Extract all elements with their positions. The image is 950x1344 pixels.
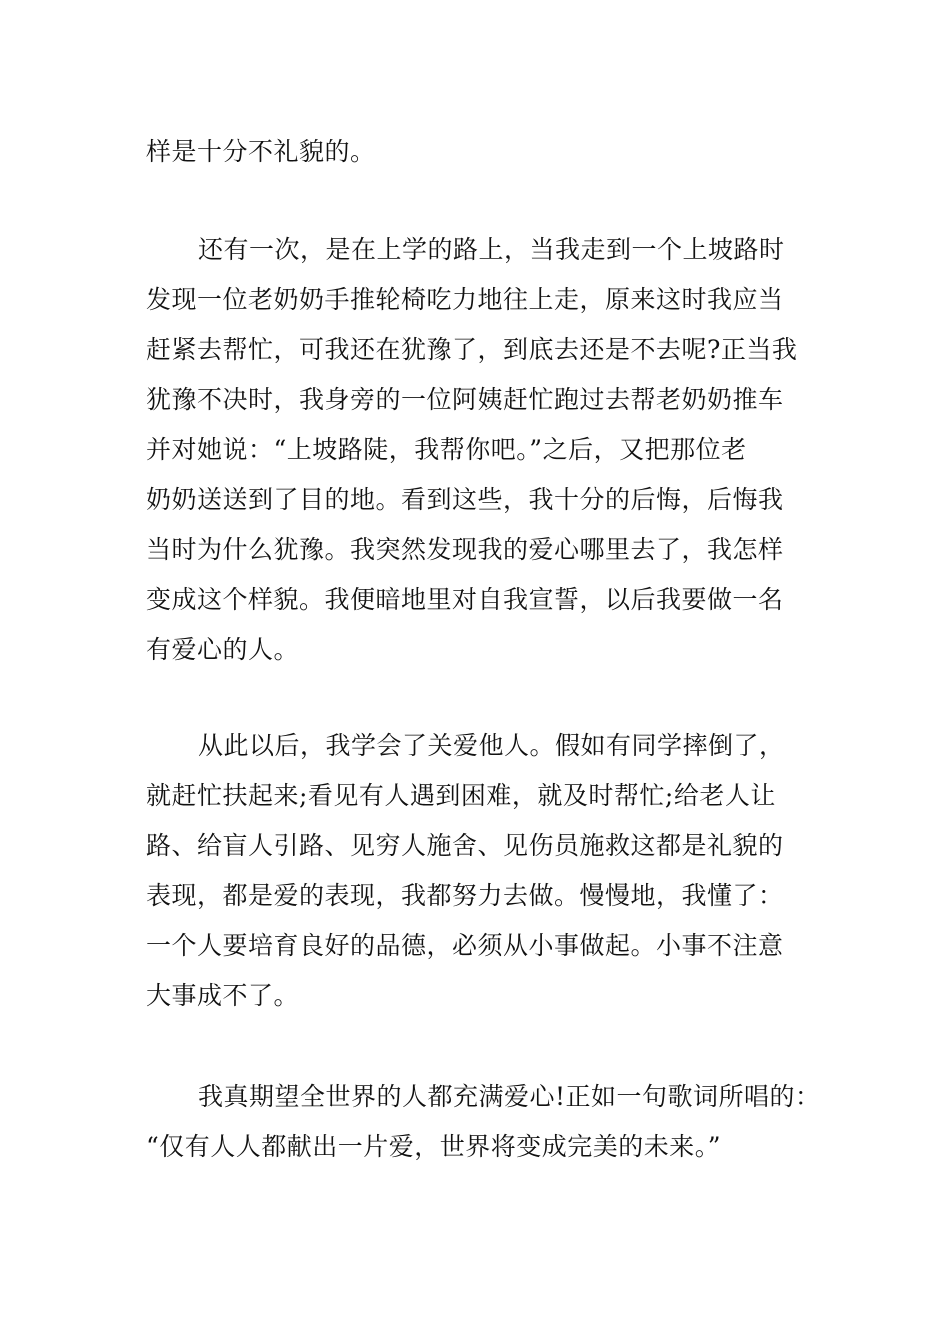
text-line: 赶紧去帮忙，可我还在犹豫了，到底去还是不去呢?正当我: [146, 335, 798, 364]
text-line: 发现一位老奶奶手推轮椅吃力地往上走，原来这时我应当: [146, 285, 784, 314]
text-line: 就赶忙扶起来;看见有人遇到困难，就及时帮忙;给老人让: [146, 781, 776, 810]
text-line: 表现，都是爱的表现，我都努力去做。慢慢地，我懂了：: [146, 881, 784, 910]
text-line: 当时为什么犹豫。我突然发现我的爱心哪里去了，我怎样: [146, 535, 784, 564]
text-line: 并对她说：“上坡路陡，我帮你吧。”之后，又把那位老: [146, 435, 747, 464]
text-line: 大事成不了。: [146, 981, 300, 1010]
text-line: 还有一次，是在上学的路上，当我走到一个上坡路时: [198, 235, 785, 264]
paragraph-continuation: [146, 127, 816, 177]
text-line: 我真期望全世界的人都充满爱心!正如一句歌词所唱的：: [198, 1082, 821, 1111]
text-line: 样是十分不礼貌的。: [146, 137, 376, 166]
text-line: 变成这个样貌。我便暗地里对自我宣誓，以后我要做一名: [146, 585, 784, 614]
paragraph-caring-for-others: [146, 721, 816, 1021]
text-line: 奶奶送送到了目的地。看到这些，我十分的后悔，后悔我: [146, 485, 784, 514]
text-line: “仅有人人都献出一片爱，世界将变成完美的未来。”: [146, 1132, 722, 1161]
text-line: 一个人要培育良好的品德，必须从小事做起。小事不注意: [146, 931, 784, 960]
paragraph-uphill-story: [146, 225, 816, 675]
text-line: 有爱心的人。: [146, 635, 300, 664]
text-line: 路、给盲人引路、见穷人施舍、见伤员施救这都是礼貌的: [146, 831, 784, 860]
text-line: 犹豫不决时，我身旁的一位阿姨赶忙跑过去帮老奶奶推车: [146, 385, 784, 414]
paragraph-closing-wish: [146, 1072, 821, 1172]
text-line: 从此以后，我学会了关爱他人。假如有同学摔倒了，: [198, 731, 785, 760]
